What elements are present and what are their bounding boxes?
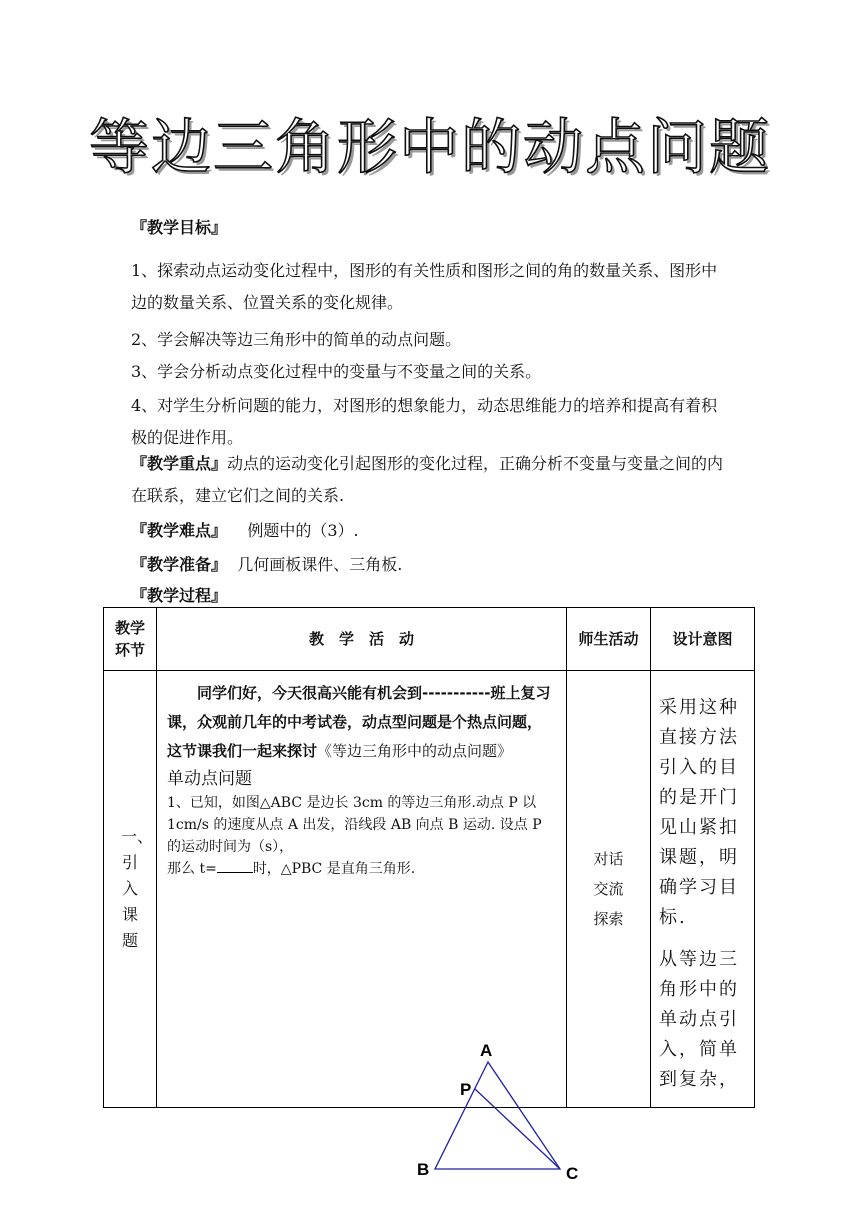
objective-3: 3、学会分析动点变化过程中的变量与不变量之间的关系。 [131, 362, 542, 381]
table-row [104, 671, 755, 1108]
label-c: C [566, 1164, 579, 1183]
single-point-subheading: 单动点问题 [167, 769, 252, 789]
difficulty-label: 『教学难点』 [131, 521, 228, 540]
intent-paragraph-1: 采用这种直接方法引入的目的是开门见山紧扣课题，明确学习目标. [659, 697, 739, 928]
key-point-text: 动点的运动变化引起图形的变化过程，正确分析不变量与变量之间的内在联系，建立它们之间的关系. [131, 454, 724, 505]
preparation [131, 549, 731, 581]
intent-cell [651, 671, 755, 1108]
preparation-text: 几何画板课件、三角板. [237, 555, 403, 574]
lesson-table [103, 607, 755, 1183]
problem-text: 1、已知，如图△ABC 是边长 3cm 的等边三角形.动点 P 以 1cm/s 的速度从点 A 出发，沿线段 AB 向点 B 运动. 设点 P 的运动时间为（s）， 那么 t= 时，△PBC 是直角三角形. [167, 795, 542, 877]
key-point [131, 448, 731, 512]
key-point-label: 『教学重点』 [131, 454, 228, 473]
activity-cell [157, 671, 579, 1183]
objective-1: 1、探索动点运动变化过程中，图形的有关性质和图形之间的角的数量关系、图形中边的数量关系、位置关系的变化规律。 [131, 261, 718, 312]
label-a: A [480, 1041, 493, 1060]
preparation-label: 『教学准备』 [131, 555, 228, 574]
label-p: P [460, 1080, 472, 1099]
header-intent: 设计意图 [651, 608, 755, 671]
stage-cell: 一、引入课题 [104, 671, 157, 1108]
triangle-abc [435, 1062, 560, 1169]
objective-4: 4、对学生分析问题的能力，对图形的想象能力，动态思维能力的培养和提高有着积极的促进作用。 [131, 396, 718, 447]
objectives-heading: 『教学目标』 [131, 218, 228, 237]
process-heading: 『教学过程』 [131, 586, 228, 605]
header-stage: 教学环节 [104, 608, 157, 671]
difficulty [131, 515, 731, 547]
teacher-student-cell: 对话交流探索 [567, 671, 651, 1108]
triangle-figure [157, 679, 579, 1183]
segment-pc [475, 1089, 560, 1169]
intro-text: 同学们好，今天很高兴能有机会到-----------班上复习课，众观前几年的中考试卷，动点型问题是个热点问题，这节课我们一起来探讨《等边三角形中的动点问题》 [167, 684, 551, 760]
label-b: B [417, 1160, 430, 1179]
page-title: 等边三角形中的动点问题 [89, 113, 771, 183]
intent-paragraph-2: 从等边三角形中的单动点引入，简单到复杂， [659, 949, 739, 1090]
table-header-row [104, 608, 755, 671]
difficulty-text: 例题中的（3）. [247, 521, 359, 540]
objective-2: 2、学会解决等边三角形中的简单的动点问题。 [131, 330, 462, 349]
header-activity: 教 学 活 动 [157, 608, 567, 671]
header-teacher-student: 师生活动 [567, 608, 651, 671]
